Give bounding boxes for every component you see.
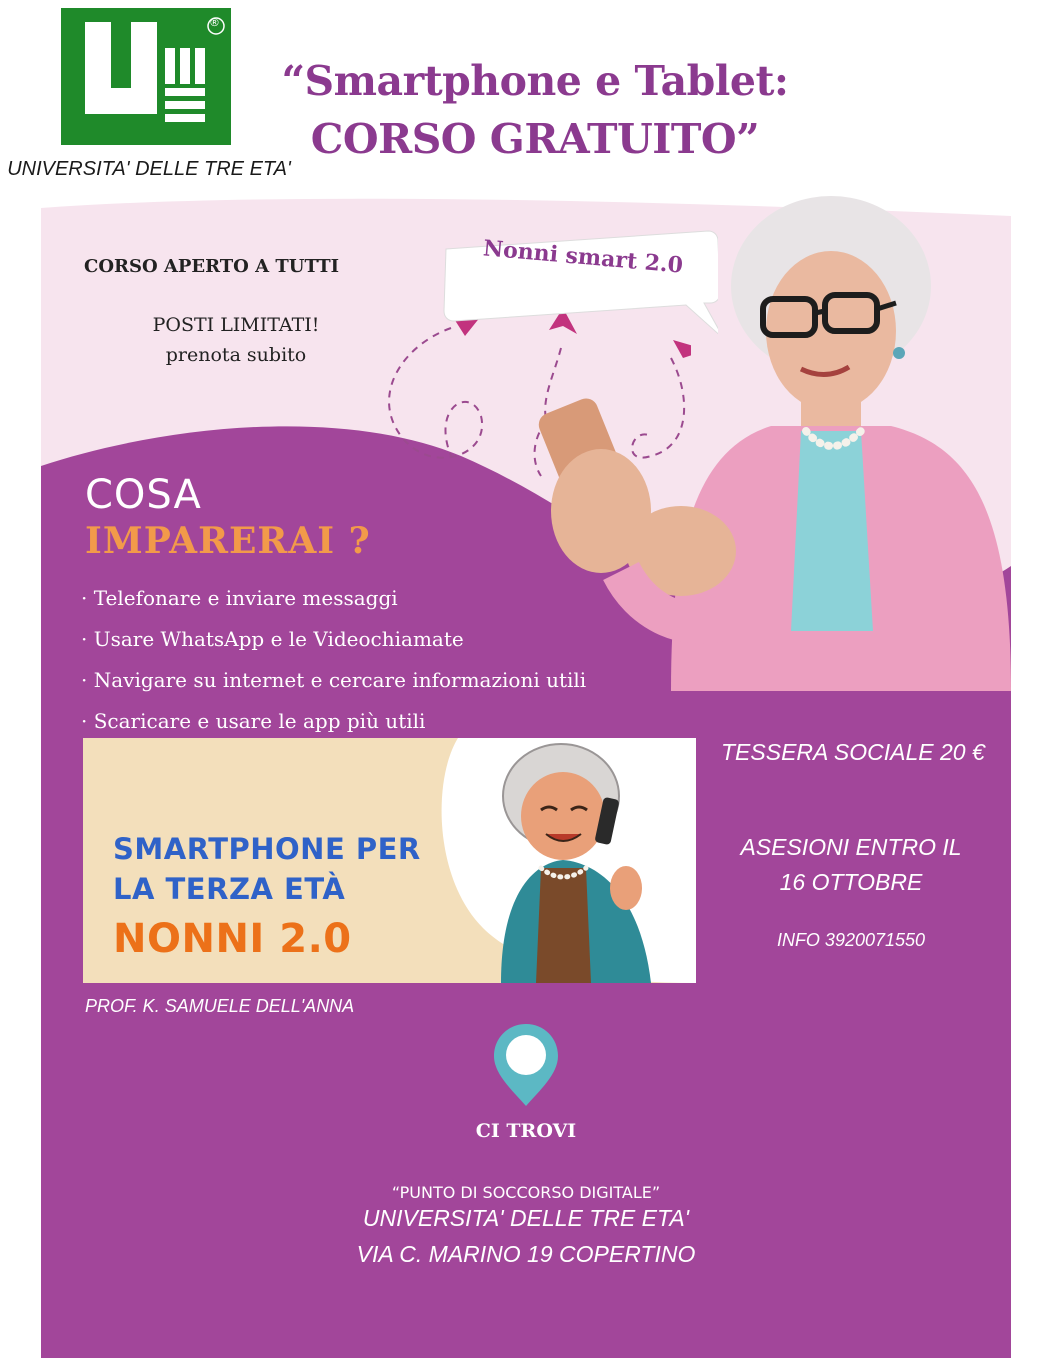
bubble-text: Nonni smart 2.0: [482, 235, 684, 279]
registered-mark: ®: [209, 16, 220, 29]
deadline-line-2: 16 OTTOBRE: [779, 869, 923, 895]
membership-fee: TESSERA SOCIALE 20 €: [721, 739, 985, 765]
page-title: [255, 52, 815, 168]
list-item: · Telefonare e inviare messaggi: [81, 578, 586, 619]
banner-line-3: NONNI 2.0: [113, 916, 352, 962]
banner-line-1: SMARTPHONE PER: [113, 832, 421, 866]
registration-deadline: [706, 830, 996, 900]
limited-places-text: [101, 310, 371, 370]
list-item: · Scaricare e usare le app più utili: [81, 701, 586, 742]
uni-name-line: UNIVERSITA' DELLE TRE ETA': [7, 158, 291, 180]
info-phone: INFO 3920071550: [776, 930, 926, 950]
poster: [41, 186, 1011, 1358]
open-to-all-text: CORSO APERTO A TUTTI: [84, 256, 340, 277]
address-line-2: VIA C. MARINO 19 COPERTINO: [356, 1241, 696, 1267]
location-name: “PUNTO DI SOCCORSO DIGITALE”: [391, 1183, 661, 1202]
learn-list: [81, 578, 586, 742]
address-line-1: UNIVERSITA' DELLE TRE ETA': [362, 1205, 690, 1231]
learn-heading-2: IMPARERAI ?: [85, 520, 371, 562]
deadline-line-1: ASESIONI ENTRO IL: [740, 834, 962, 860]
ute-logo: [61, 8, 231, 145]
list-item: · Usare WhatsApp e le Videochiamate: [81, 619, 586, 660]
teacher-name: PROF. K. SAMUELE DELL'ANNA: [85, 996, 355, 1016]
learn-heading-1: COSA: [85, 472, 202, 518]
list-item: · Navigare su internet e cercare informazioni utili: [81, 660, 586, 701]
title-line-2: CORSO GRATUITO”: [310, 115, 760, 163]
cartoon-grandma: [491, 738, 696, 983]
find-us-heading: CI TROVI: [475, 1120, 577, 1142]
limited-line-2: prenota subito: [165, 344, 307, 366]
limited-line-1: POSTI LIMITATI!: [152, 314, 320, 336]
location-pin-icon: [492, 1022, 560, 1108]
title-line-1: “Smartphone e Tablet:: [281, 57, 789, 105]
banner-line-2: LA TERZA ETÀ: [113, 872, 346, 906]
